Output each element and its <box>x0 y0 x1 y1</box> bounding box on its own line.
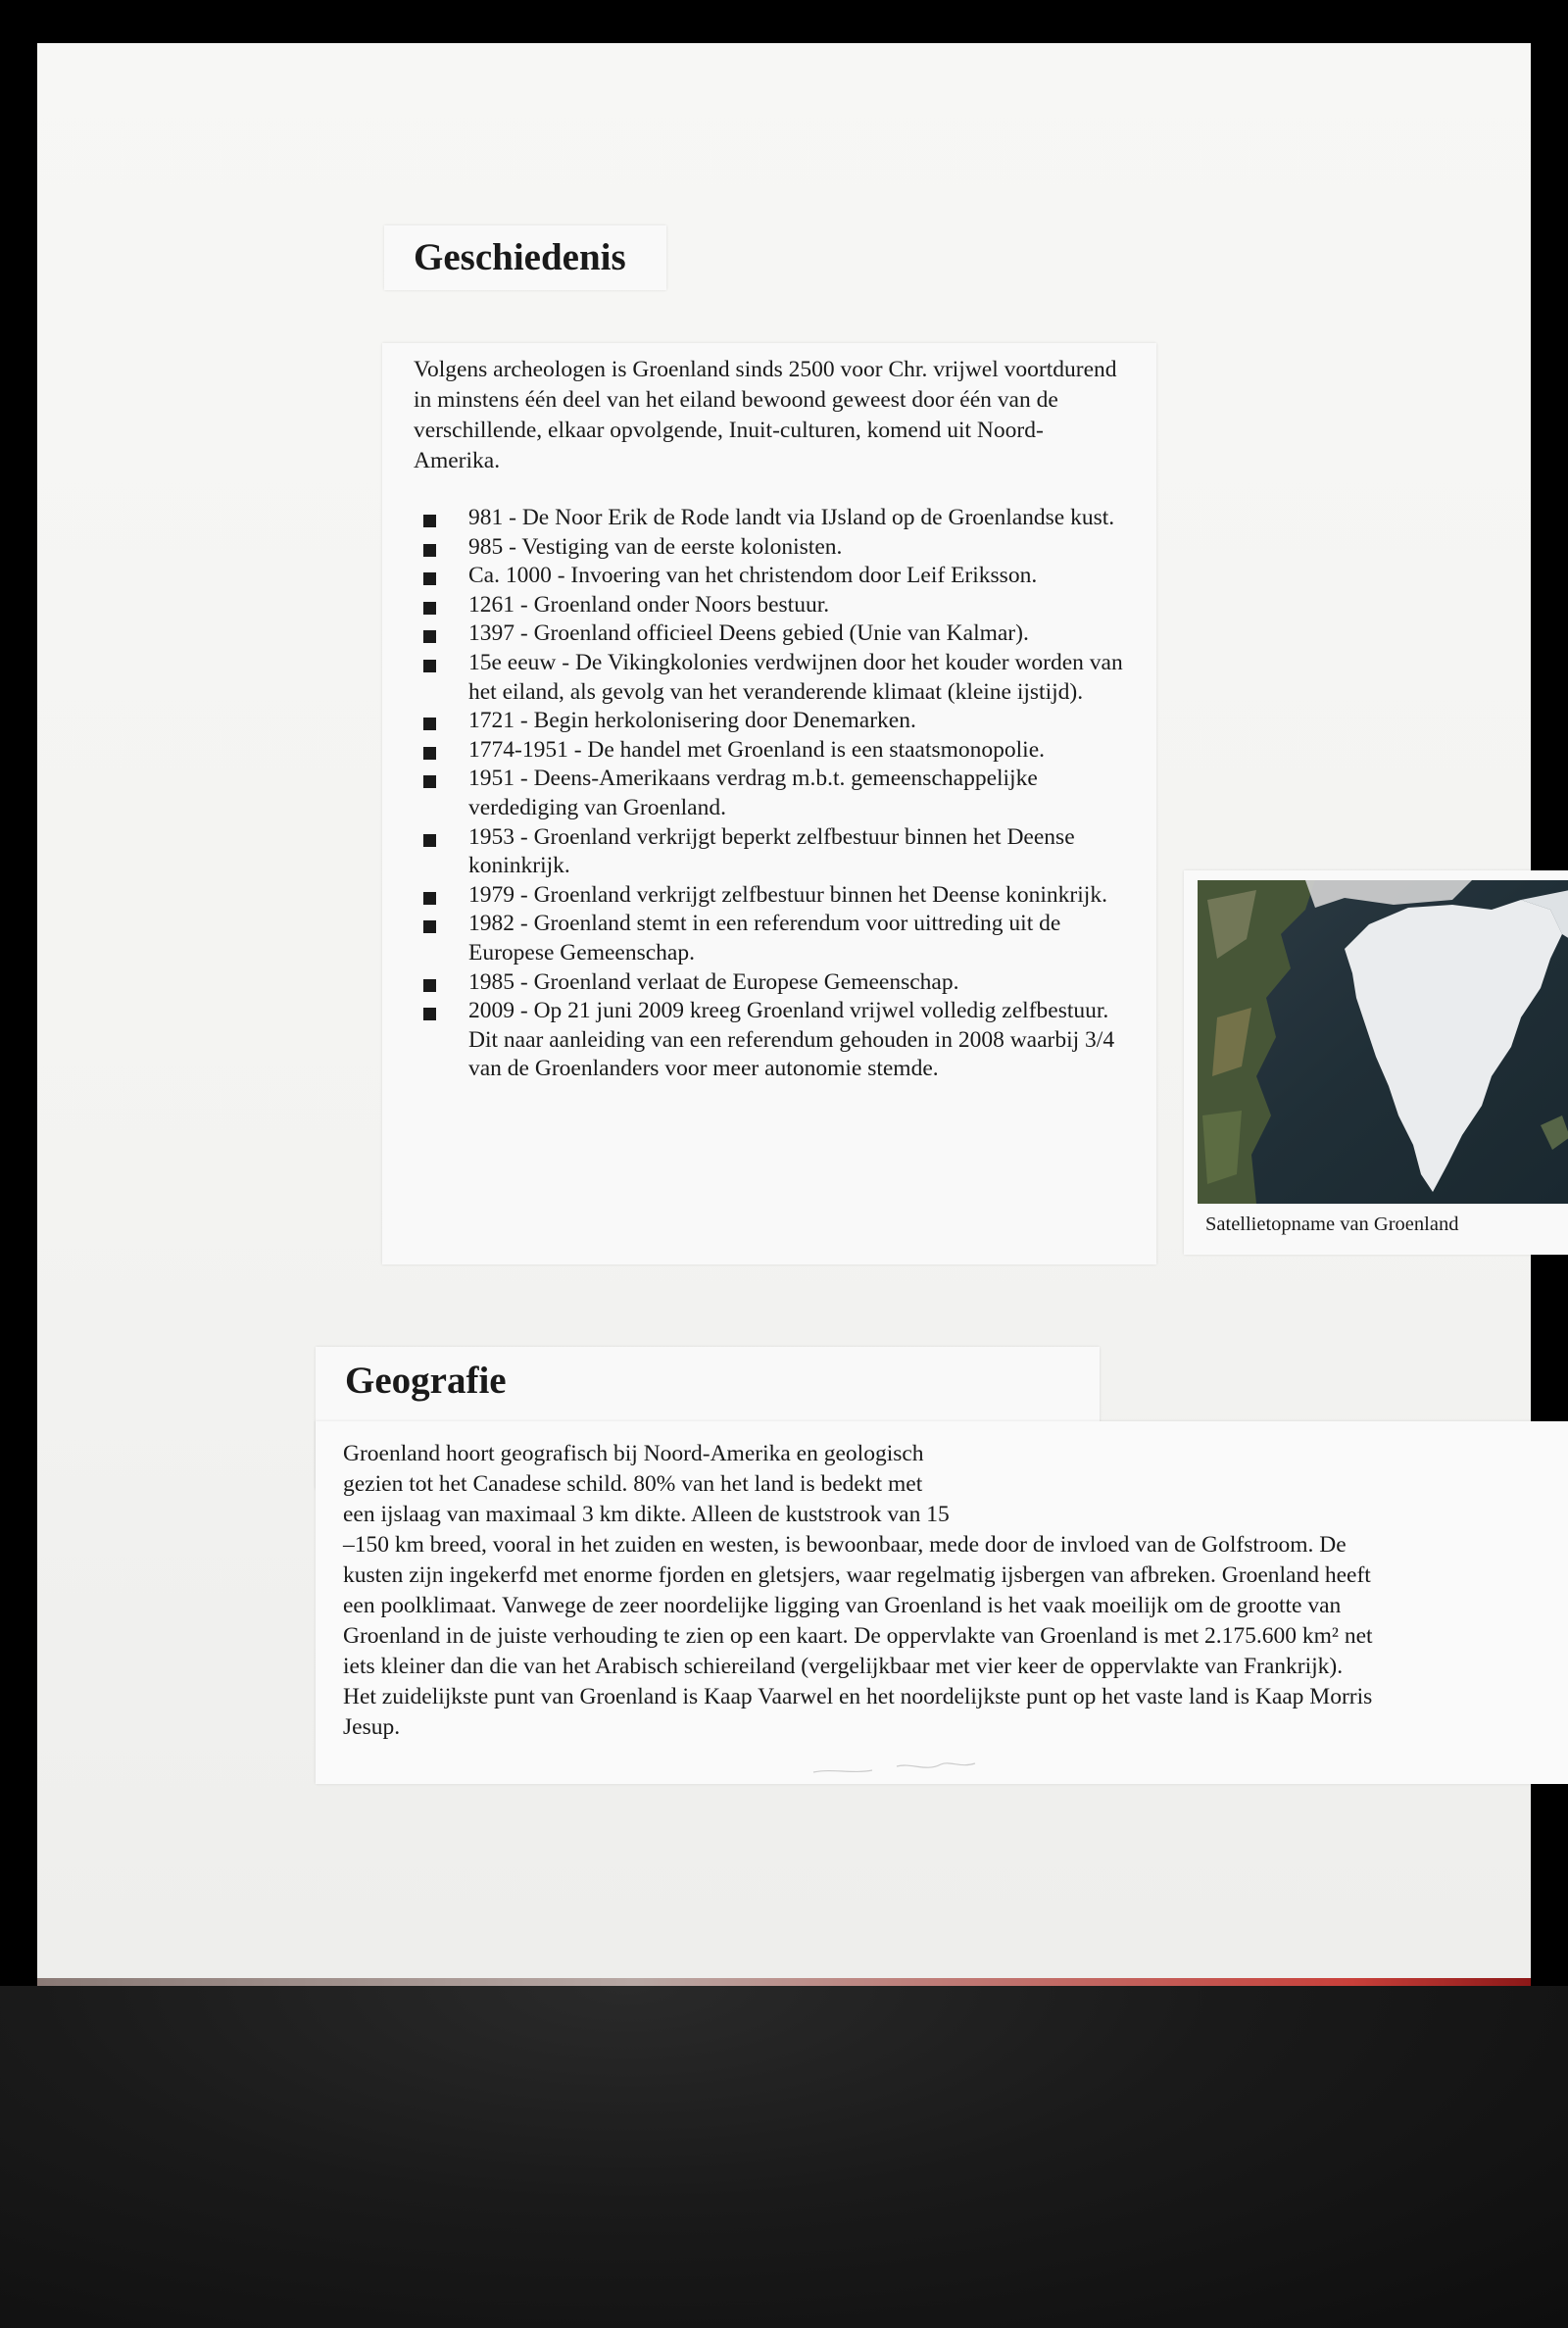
geografie-line: een poolklimaat. Vanwege de zeer noordelijke ligging van Groenland is het vaak moeilijk om de grootte van <box>343 1593 1342 1618</box>
timeline-item-text: 1951 - Deens-Amerikaans verdrag m.b.t. gemeenschappelijke verdediging van Groenland. <box>468 766 1038 820</box>
timeline-item <box>423 823 1139 881</box>
square-bullet-icon <box>423 630 436 643</box>
timeline-item <box>423 736 1139 766</box>
timeline-item <box>423 591 1139 620</box>
timeline-item <box>423 562 1139 591</box>
timeline-item-text: 1261 - Groenland onder Noors bestuur. <box>468 591 830 618</box>
timeline-item-text: 15e eeuw - De Vikingkolonies verdwijnen door het kouder worden van het eiland, als gevolg van het veranderende klimaat (kleine ijstijd). <box>468 649 1123 705</box>
timeline-item-text: 981 - De Noor Erik de Rode landt via IJsland op de Groenlandse kust. <box>468 505 1115 530</box>
timeline-item-text: 1953 - Groenland verkrijgt beperkt zelfbestuur binnen het Deense koninkrijk. <box>468 823 1075 879</box>
timeline-item-text: Ca. 1000 - Invoering van het christendom door Leif Eriksson. <box>468 563 1038 589</box>
timeline-item-text: 1774-1951 - De handel met Groenland is een staatsmonopolie. <box>468 736 1046 763</box>
square-bullet-icon <box>423 892 436 905</box>
timeline-item <box>423 619 1139 649</box>
satellite-photo-box <box>1184 870 1568 1255</box>
square-bullet-icon <box>423 1008 436 1020</box>
timeline-item <box>423 765 1139 822</box>
geografie-line: iets kleiner dan die van het Arabisch schiereiland (vergelijkbaar met vier keer de oppervlakte van Frankrijk). <box>343 1654 1344 1679</box>
square-bullet-icon <box>423 775 436 788</box>
timeline-item <box>423 649 1139 707</box>
timeline-item-text: 1397 - Groenland officieel Deens gebied (Unie van Kalmar). <box>468 620 1029 647</box>
geografie-line: –150 km breed, vooral in het zuiden en westen, is bewoonbaar, mede door de invloed van de Golfstroom. De <box>343 1532 1347 1558</box>
greenland-satellite-image <box>1198 880 1568 1204</box>
geschiedenis-intro: Volgens archeologen is Groenland sinds 2500 voor Chr. vrijwel voortdurend in minstens één deel van het eiland bewoond geweest door één van de verschillende, elkaar opvolgende, Inuit-culturen, komend uit Noord-Amerika. <box>414 357 1117 473</box>
timeline-item <box>423 910 1139 967</box>
timeline-item <box>423 968 1139 998</box>
timeline-item <box>423 707 1139 736</box>
square-bullet-icon <box>423 979 436 992</box>
timeline-item <box>423 881 1139 911</box>
satellite-caption: Satellietopname van Groenland <box>1205 1214 1459 1235</box>
square-bullet-icon <box>423 572 436 585</box>
square-bullet-icon <box>423 515 436 527</box>
timeline-item <box>423 533 1139 563</box>
square-bullet-icon <box>423 834 436 847</box>
square-bullet-icon <box>423 718 436 730</box>
geschiedenis-text-box <box>382 343 1156 1264</box>
geschiedenis-heading-box <box>384 225 666 290</box>
geografie-line: gezien tot het Canadese schild. 80% van het land is bedekt met <box>343 1471 923 1497</box>
geografie-line: Jesup. <box>343 1714 401 1740</box>
background-surface <box>0 1986 1568 2328</box>
geschiedenis-heading: Geschiedenis <box>414 236 626 278</box>
square-bullet-icon <box>423 544 436 557</box>
square-bullet-icon <box>423 920 436 933</box>
timeline-item <box>423 997 1139 1084</box>
geografie-line: Groenland hoort geografisch bij Noord-Amerika en geologisch <box>343 1441 924 1466</box>
geografie-heading: Geografie <box>345 1360 507 1402</box>
square-bullet-icon <box>423 747 436 760</box>
timeline-item-text: 1721 - Begin herkolonisering door Denemarken. <box>468 708 916 734</box>
geografie-line: een ijslaag van maximaal 3 km dikte. Alleen de kuststrook van 15 <box>343 1502 950 1527</box>
album-page-edge <box>37 1978 1531 1986</box>
geschiedenis-timeline <box>423 504 1139 1084</box>
geografie-paragraph <box>343 1439 1568 1743</box>
timeline-item-text: 2009 - Op 21 juni 2009 kreeg Groenland vrijwel volledig zelfbestuur. Dit naar aanleiding van een referendum gehouden in 2008 waarbij 3/4 van de Groenlanders voor meer autonomie stemde. <box>468 998 1115 1082</box>
timeline-item-text: 1982 - Groenland stemt in een referendum voor uittreding uit de Europese Gemeenschap. <box>468 911 1061 966</box>
timeline-item <box>423 504 1139 533</box>
timeline-item-text: 985 - Vestiging van de eerste kolonisten. <box>468 533 843 560</box>
greenland-map-icon <box>1198 880 1568 1204</box>
square-bullet-icon <box>423 602 436 615</box>
geografie-line: Groenland in de juiste verhouding te zien op een kaart. De oppervlakte van Groenland is met 2.175.600 km² net <box>343 1623 1373 1649</box>
geografie-line: kusten zijn ingekerfd met enorme fjorden en gletsjers, waar regelmatig ijsbergen van afbreken. Groenland heeft <box>343 1562 1371 1588</box>
timeline-item-text: 1979 - Groenland verkrijgt zelfbestuur binnen het Deense koninkrijk. <box>468 881 1107 908</box>
geografie-line: Het zuidelijkste punt van Groenland is Kaap Vaarwel en het noordelijkste punt op het vaste land is Kaap Morris <box>343 1684 1373 1709</box>
pencil-mark-icon <box>804 1755 1000 1784</box>
square-bullet-icon <box>423 660 436 672</box>
timeline-item-text: 1985 - Groenland verlaat de Europese Gemeenschap. <box>468 968 959 995</box>
